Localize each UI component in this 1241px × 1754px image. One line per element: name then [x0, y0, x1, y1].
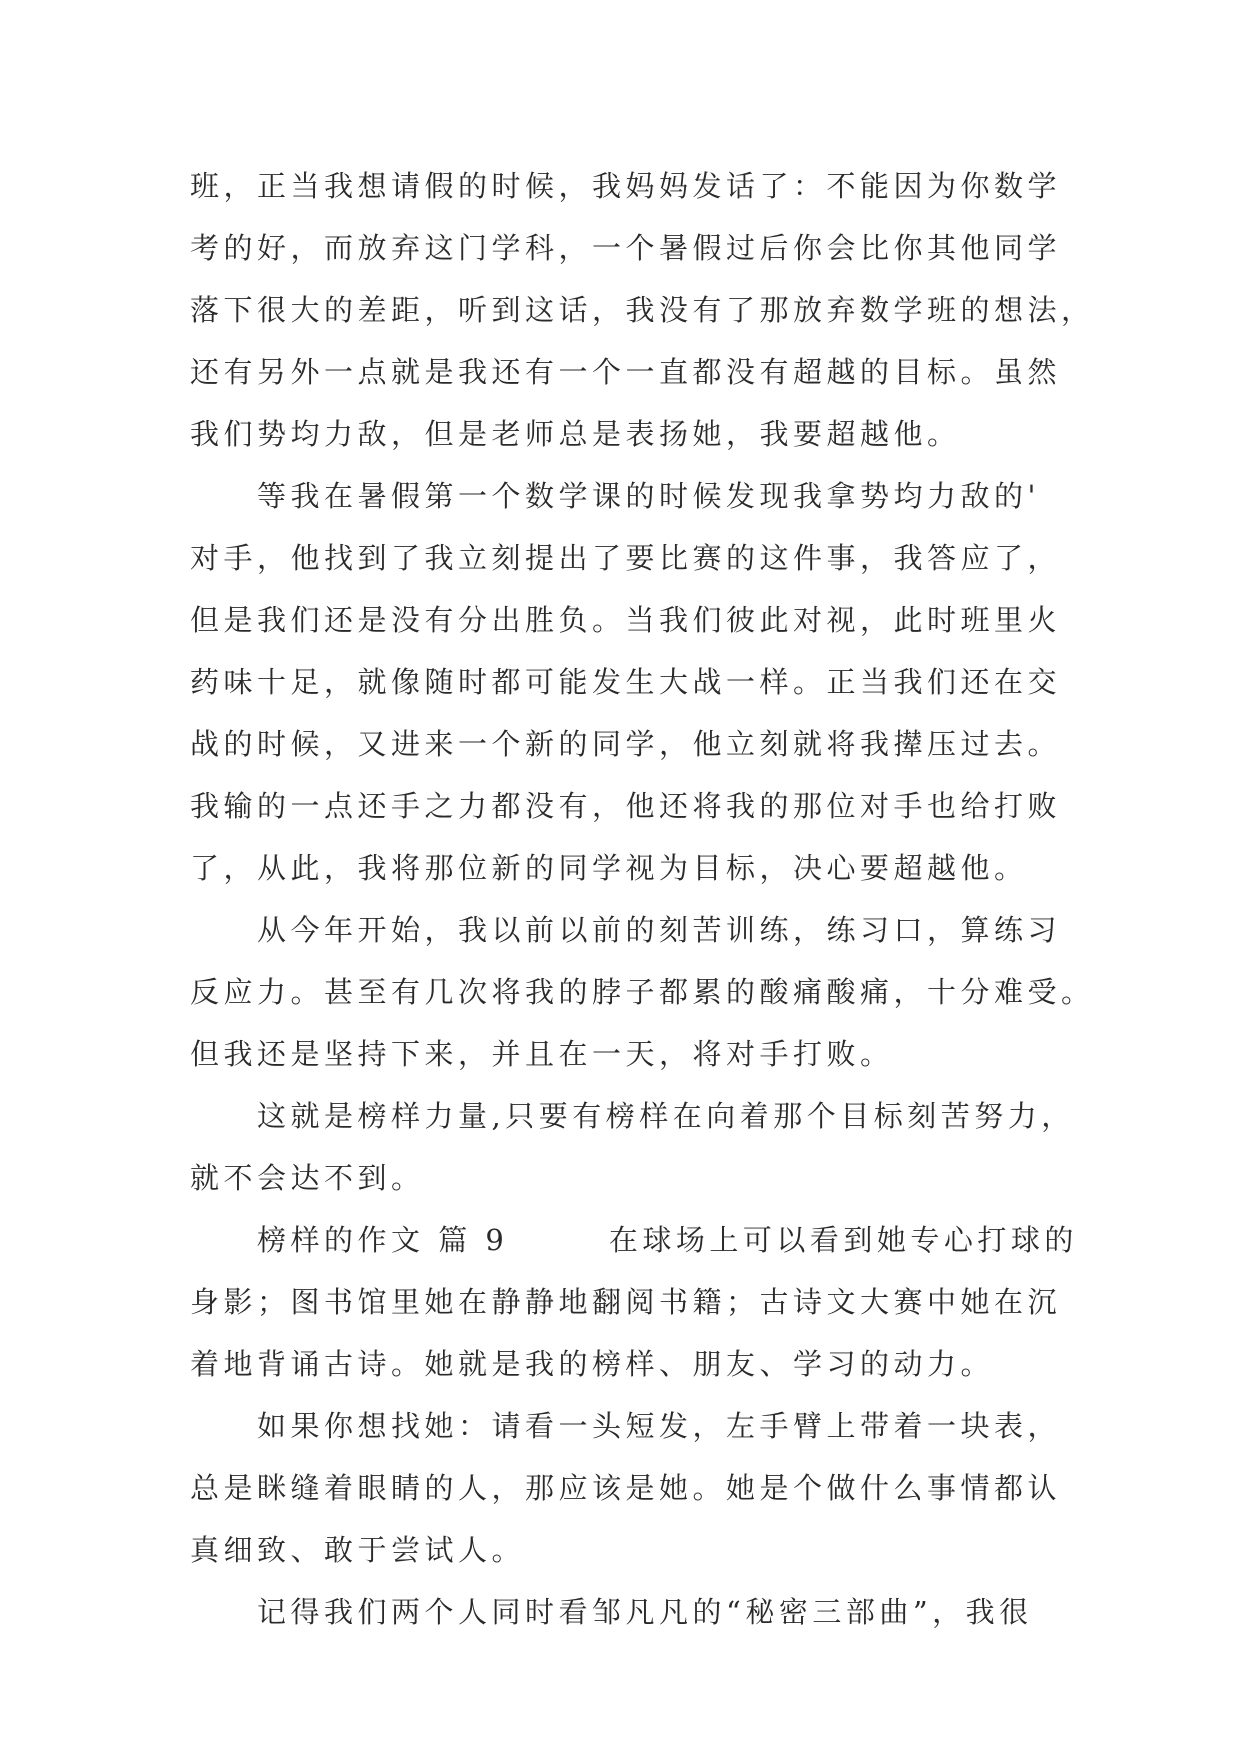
document-body — [190, 155, 1095, 1643]
text-line-19: 身影；图书馆里她在静静地翻阅书籍；古诗文大赛中她在沉 — [190, 1285, 1062, 1319]
text-line-21: 如果你想找她：请看一头短发，左手臂上带着一块表， — [190, 1409, 1062, 1443]
text-line-1: 班，正当我想请假的时候，我妈妈发话了：不能因为你数学 — [190, 169, 1062, 203]
text-line-24: 记得我们两个人同时看邹凡凡的“秘密三部曲”，我很 — [190, 1595, 1033, 1629]
text-line-12: 了，从此，我将那位新的同学视为目标，决心要超越他。 — [190, 851, 1028, 885]
text-line-2: 考的好，而放弃这门学科，一个暑假过后你会比你其他同学 — [190, 231, 1062, 265]
text-line-17: 就不会达不到。 — [190, 1161, 425, 1195]
text-line-15: 但我还是坚持下来，并且在一天，将对手打败。 — [190, 1037, 894, 1071]
text-line-8: 但是我们还是没有分出胜负。当我们彼此对视，此时班里火 — [190, 603, 1062, 637]
text-line-7: 对手，他找到了我立刻提出了要比赛的这件事，我答应了， — [190, 541, 1062, 575]
text-line-18: 榜样的作文 篇 9 在球场上可以看到她专心打球的 — [190, 1223, 1078, 1257]
text-line-16: 这就是榜样力量,只要有榜样在向着那个目标刻苦努力， — [190, 1099, 1075, 1133]
text-line-23: 真细致、敢于尝试人。 — [190, 1533, 526, 1567]
text-line-22: 总是眯缝着眼睛的人，那应该是她。她是个做什么事情都认 — [190, 1471, 1062, 1505]
text-line-10: 战的时候，又进来一个新的同学，他立刻就将我撵压过去。 — [190, 727, 1062, 761]
text-line-9: 药味十足，就像随时都可能发生大战一样。正当我们还在交 — [190, 665, 1062, 699]
text-line-13: 从今年开始，我以前以前的刻苦训练，练习口，算练习 — [190, 913, 1062, 947]
text-line-5: 我们势均力敌，但是老师总是表扬她，我要超越他。 — [190, 417, 961, 451]
text-line-6: 等我在暑假第一个数学课的时候发现我拿势均力敌的' — [190, 479, 1040, 513]
text-line-3: 落下很大的差距，听到这话，我没有了那放弃数学班的想法， — [190, 293, 1095, 327]
text-line-4: 还有另外一点就是我还有一个一直都没有超越的目标。虽然 — [190, 355, 1062, 389]
text-line-14: 反应力。甚至有几次将我的脖子都累的酸痛酸痛，十分难受。 — [190, 975, 1095, 1009]
text-line-11: 我输的一点还手之力都没有，他还将我的那位对手也给打败 — [190, 789, 1062, 823]
text-line-20: 着地背诵古诗。她就是我的榜样、朋友、学习的动力。 — [190, 1347, 995, 1381]
